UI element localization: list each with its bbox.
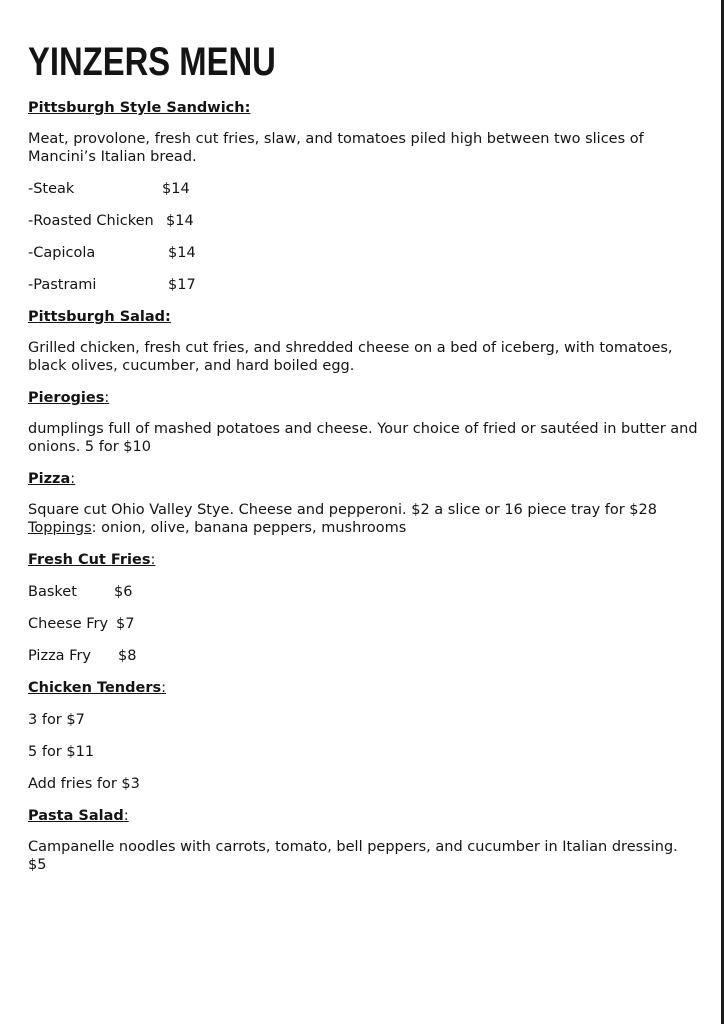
pasta-description: Campanelle noodles with carrots, tomato, bell peppers, and cucumber in Italian dressing. $5 (28, 839, 678, 873)
menu-document (28, 36, 698, 888)
menu-item: 5 for $11 (28, 744, 95, 760)
menu-item (28, 244, 698, 262)
sandwich-heading: Pittsburgh Style Sandwich: (28, 100, 251, 116)
menu-item: 3 for $7 (28, 712, 85, 728)
menu-item (28, 180, 698, 198)
item-price: $14 (162, 181, 190, 197)
pasta-heading: Pasta Salad: (28, 808, 129, 824)
item-name: -Roasted Chicken (28, 213, 154, 229)
salad-heading: Pittsburgh Salad: (28, 309, 171, 325)
tenders-heading: Chicken Tenders: (28, 680, 166, 696)
menu-item: Add fries for $3 (28, 776, 140, 792)
item-price: $8 (118, 648, 137, 664)
item-name: Basket (28, 584, 77, 600)
toppings-label: Toppings (28, 519, 92, 536)
sandwich-description: Meat, provolone, fresh cut fries, slaw, and tomatoes piled high between two slices of Mancini’s Italian bread. (28, 131, 644, 165)
item-name: -Steak (28, 181, 75, 197)
menu-item (28, 615, 698, 633)
item-price: $14 (168, 245, 196, 261)
toppings-list: : onion, olive, banana peppers, mushrooms (91, 519, 407, 536)
salad-description: Grilled chicken, fresh cut fries, and shredded cheese on a bed of iceberg, with tomatoes, black olives, cucumber, and hard boiled egg. (28, 340, 673, 374)
item-price: $7 (116, 616, 135, 632)
item-name: -Pastrami (28, 277, 97, 293)
fries-heading: Fresh Cut Fries: (28, 552, 156, 568)
menu-item (28, 212, 698, 230)
pierogies-heading: Pierogies: (28, 390, 110, 406)
item-price: $17 (168, 277, 196, 293)
item-price: $6 (114, 584, 133, 600)
menu-title: YINZERS MENU (28, 40, 276, 84)
item-name: -Capicola (28, 245, 96, 261)
pierogies-description: dumplings full of mashed potatoes and cheese. Your choice of fried or sautéed in butter and onions. 5 for $10 (28, 421, 698, 455)
item-name: Cheese Fry (28, 616, 109, 632)
menu-item (28, 647, 698, 665)
menu-item (28, 276, 698, 294)
pizza-heading: Pizza: (28, 471, 76, 487)
item-price: $14 (166, 213, 194, 229)
pizza-description: Square cut Ohio Valley Stye. Cheese and pepperoni. $2 a slice or 16 piece tray for $28 Toppings: onion, olive, banana peppers, mushrooms (28, 502, 657, 536)
item-name: Pizza Fry (28, 648, 91, 664)
menu-item (28, 583, 698, 601)
